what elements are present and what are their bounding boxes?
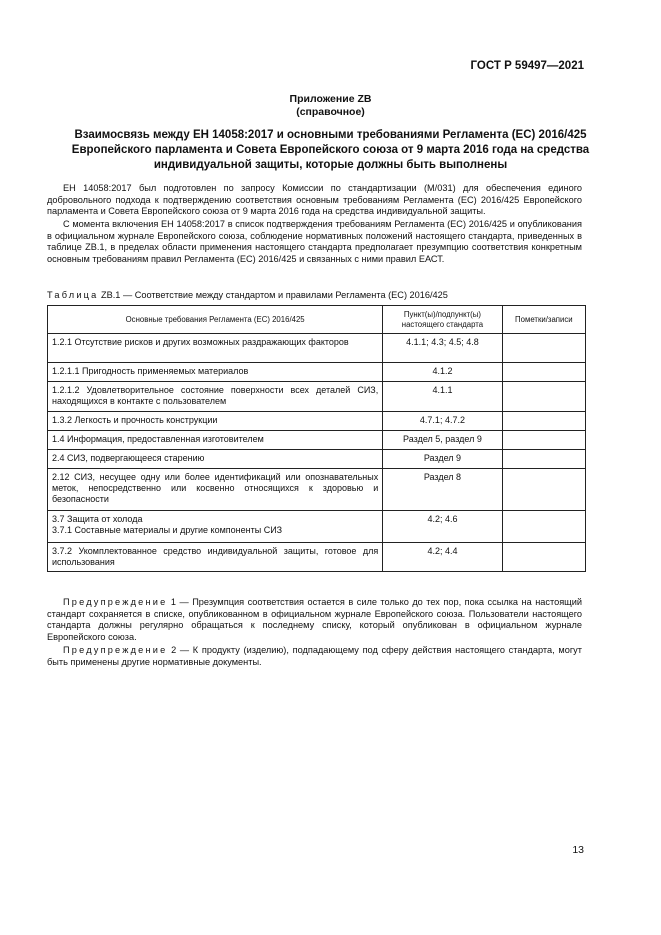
standard-id: ГОСТ Р 59497—2021 [470,60,584,72]
clause-cell: 4.7.1; 4.7.2 [383,412,502,431]
clause-cell: 4.1.1; 4.3; 4.5; 4.8 [383,334,502,363]
requirement-cell: 2.4 СИЗ, подвергающееся старению [48,450,383,469]
notes-cell [502,382,585,412]
warning-note-1 [47,597,582,643]
notes-cell [502,431,585,450]
notes-cell [502,334,585,363]
notes-cell [502,412,585,431]
table-caption-text: ZB.1 — Соответствие между стандартом и правилами Регламента (ЕС) 2016/425 [101,290,448,300]
clause-cell: Раздел 9 [383,450,502,469]
annex-heading [0,93,661,119]
notes-cell [502,469,585,511]
requirement-cell: 1.2.1.2 Удовлетворительное состояние поверхности всех деталей СИЗ, находящихся в контакте с пользователем [48,382,383,412]
table-row [48,450,586,469]
page-number: 13 [572,844,584,856]
notes-cell [502,450,585,469]
header-notes: Пометки/записи [502,306,585,334]
requirement-cell: 2.12 СИЗ, несущее одну или более идентификаций или опознавательных меток, непосредственно или косвенно относящихся к здоровью и безопасности [48,469,383,511]
header-requirements: Основные требования Регламента (ЕС) 2016/425 [48,306,383,334]
requirement-cell: 1.3.2 Легкость и прочность конструкции [48,412,383,431]
title-line-3: индивидуальной защиты, которые должны быть выполнены [153,159,508,171]
clause-cell: Раздел 8 [383,469,502,511]
table-row [48,412,586,431]
table-caption [47,290,587,300]
requirement-cell [48,511,383,543]
notes-cell [502,363,585,382]
requirement-cell: 1.2.1 Отсутствие рисков и других возможных раздражающих факторов [48,334,383,363]
warning-label: Предупреждение [63,645,168,655]
clause-cell: 4.2; 4.6 [383,511,502,543]
correspondence-table [47,305,586,572]
clause-cell: 4.1.1 [383,382,502,412]
body-paragraph-2: С момента включения ЕН 14058:2017 в список подтверждения требованиям Регламента (ЕС) 2016/425 и опубликования в официальном журнале Европейского союза, соблюдение нормативных положений настоящего стандарта, приведенных в таблице ZB.1, в пределах области применения настоящего стандарта предполагает презумпцию соответствия конкретным основным требованиям правил Регламента (ЕС) 2016/425 и связанных с ними правил ЕАСТ. [47,219,582,264]
warning-label: Предупреждение [63,597,168,607]
table-caption-prefix: Таблица [47,290,99,300]
table-row [48,431,586,450]
table-row [48,382,586,412]
body-paragraph-1: ЕН 14058:2017 был подготовлен по запросу Комиссии по стандартизации (M/031) для обеспечения единого добровольного подхода к подтверждению соответствия основным требованиям Регламента (ЕС) 2016/425 Европейского парламента и Совета Европейского союза от 9 марта 2016 года на средства индивидуальной защиты. [47,183,582,217]
requirement-line: 3.7.1 Составные материалы и другие компоненты СИЗ [52,525,283,535]
requirement-cell: 3.7.2 Укомплектованное средство индивидуальной защиты, готовое для использования [48,543,383,572]
requirement-cell: 1.4 Информация, предоставленная изготовителем [48,431,383,450]
table-row [48,363,586,382]
warning-text: 2 — К продукту (изделию), подпадающему под сферу действия настоящего стандарта, могут быть применены другие нормативные документы. [47,645,582,667]
requirement-line: 3.7 Защита от холода [52,514,143,524]
annex-status: (справочное) [296,106,365,118]
table-row [48,334,586,363]
title-line-2: Европейского парламента и Совета Европейского союза от 9 марта 2016 года на средства [71,144,590,156]
warning-text: 1 — Презумпция соответствия остается в силе только до тех пор, пока ссылка на настоящий стандарт сохраняется в списке, опубликованном в официальном журнале Европейского союза. Пользователи настоящего стандарта должны регулярно обращаться к последнему списку, который опубликован в официальном журнале Европейского союза. [47,597,582,642]
annex-label: Приложение ZB [289,93,372,105]
table-header-row [48,306,586,334]
clause-cell: Раздел 5, раздел 9 [383,431,502,450]
table-row [48,543,586,572]
annex-title [50,128,611,173]
table-row [48,469,586,511]
clause-cell: 4.2; 4.4 [383,543,502,572]
notes-cell [502,511,585,543]
notes-cell [502,543,585,572]
title-line-1: Взаимосвязь между ЕН 14058:2017 и основными требованиями Регламента (ЕС) 2016/425 [74,129,587,141]
requirement-cell: 1.2.1.1 Пригодность применяемых материалов [48,363,383,382]
warning-note-2 [47,645,582,668]
header-clauses: Пункт(ы)/подпункт(ы) настоящего стандарта [383,306,502,334]
table-row [48,511,586,543]
clause-cell: 4.1.2 [383,363,502,382]
